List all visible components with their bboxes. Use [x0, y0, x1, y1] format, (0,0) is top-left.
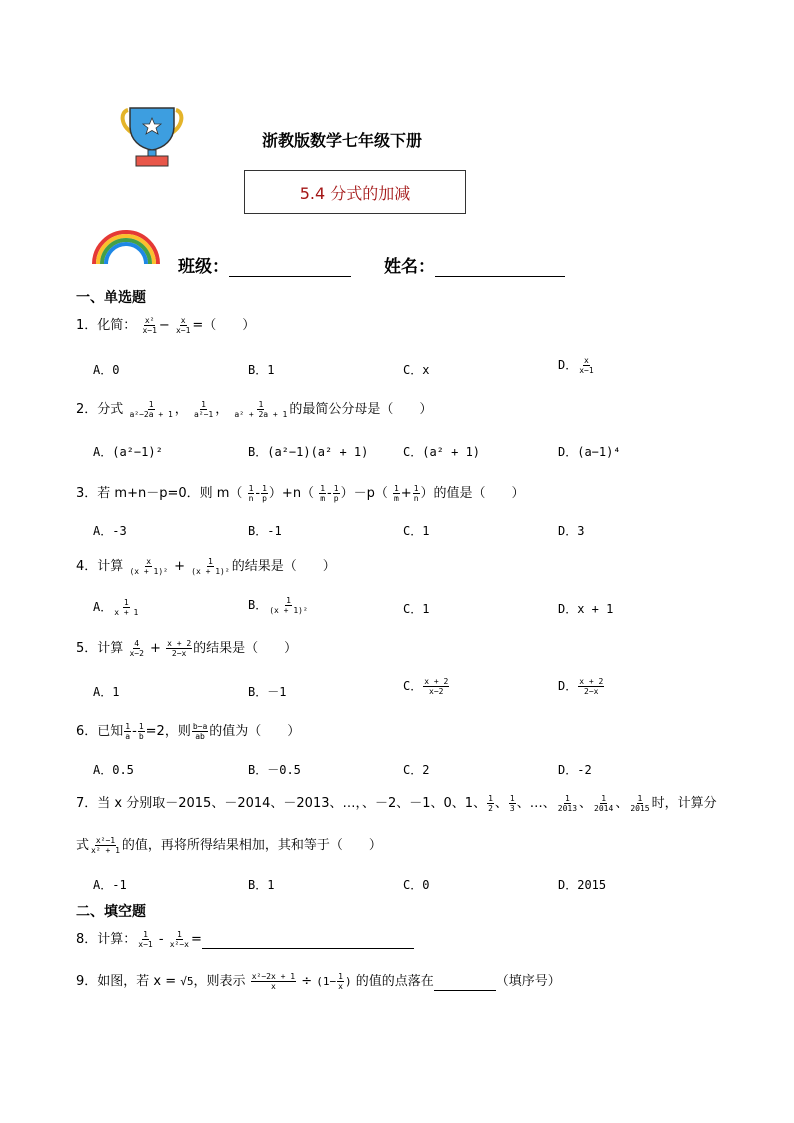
- q4-option-c[interactable]: C．1: [403, 602, 430, 616]
- class-label: 班级：: [178, 257, 229, 277]
- q1-option-d[interactable]: D． $\frac{x}{x-1}$: [558, 356, 594, 375]
- q4-option-b[interactable]: B． $\frac{1}{\text{(x + 1)²}}$: [248, 596, 308, 615]
- question-5: 5．计算 $\frac{4}{x-2}$ + $\frac{x + 2}{2-x}$ 的结果是（ ）: [76, 639, 298, 658]
- document-title: 浙教版数学七年级下册: [262, 131, 423, 150]
- question-9: 9．如图，若 x = √5，则表示 $\frac{\text{x²−2x + 1}}{x}$ ÷ (1− $\frac{1}{x}$ ) 的值的点落在 （填序号）: [76, 972, 561, 991]
- class-blank[interactable]: [229, 258, 351, 277]
- q2-option-d[interactable]: D．(a−1)⁴: [558, 445, 621, 459]
- q9-answer-blank[interactable]: [434, 978, 496, 991]
- question-6: 6．已知 $\frac{1}{a}$ - $\frac{1}{b}$ =2，则 $\frac{b-a}{ab}$ 的值为（ ）: [76, 722, 301, 741]
- question-7-line2: 式 $\frac{\text{x²−1}}{\text{x² + 1}}$ 的值，再将所得结果相加，其和等于（ ）: [76, 836, 382, 855]
- q6-option-d[interactable]: D．-2: [558, 763, 592, 777]
- question-7: 7．当 x 分别取－2015、－2014、－2013、…，、－2、－1、0、1、 $\frac{1}{2}$ 、 $\frac{1}{3}$ 、…、 $\frac{1}{2013}$ 、 $\frac{1}{2014}$ 、 $\frac{1}{2015}$ 时，计算分: [76, 794, 717, 813]
- q7-option-b[interactable]: B．1: [248, 878, 275, 892]
- rainbow-icon: [90, 226, 162, 266]
- q7-option-c[interactable]: C．0: [403, 878, 430, 892]
- class-field: [178, 252, 351, 277]
- q5-option-c[interactable]: C． $\frac{x + 2}{x-2}$: [403, 677, 449, 696]
- q2-option-a[interactable]: A．(a²−1)²: [93, 445, 163, 459]
- q3-option-d[interactable]: D．3: [558, 524, 585, 538]
- q6-option-b[interactable]: B．－0.5: [248, 763, 301, 777]
- q3-option-c[interactable]: C．1: [403, 524, 430, 538]
- lesson-title: 5.4 分式的加减: [299, 183, 411, 203]
- section-single-choice: 一、单选题: [76, 290, 146, 306]
- lesson-title-box: [244, 170, 466, 214]
- q4-option-d[interactable]: D．x + 1: [558, 602, 614, 616]
- name-field: [384, 252, 565, 277]
- q1-option-b[interactable]: B．1: [248, 363, 275, 377]
- trophy-icon: [118, 104, 186, 168]
- q4-option-a[interactable]: A． $\frac{1}{x + 1}$: [93, 598, 139, 617]
- q5-option-b[interactable]: B．－1: [248, 685, 287, 699]
- q7-option-d[interactable]: D．2015: [558, 878, 607, 892]
- question-8: 8．计算： $\frac{1}{x-1}$ - $\frac{1}{\text{x²−x}}$ =: [76, 928, 414, 949]
- name-blank[interactable]: [435, 258, 565, 277]
- q5-option-d[interactable]: D． $\frac{x + 2}{2-x}$: [558, 677, 604, 696]
- q3-option-a[interactable]: A．-3: [93, 524, 127, 538]
- question-3: 3．若 m+n－p=0．则 m（ $\frac{1}{n}$ - $\frac{1}{p}$ ）+n（ $\frac{1}{m}$ - $\frac{1}{p}$ ）－p（ $\frac{1}{m}$ + $\frac{1}{n}$ ）的值是（ ）: [76, 484, 525, 503]
- q1-option-c[interactable]: C．x: [403, 363, 430, 377]
- q6-option-a[interactable]: A．0.5: [93, 763, 134, 777]
- q1-option-a[interactable]: A．0: [93, 363, 120, 377]
- section-fill-blank: 二、填空题: [76, 904, 146, 920]
- q2-option-c[interactable]: C．(a² + 1): [403, 445, 481, 459]
- question-4: 4．计算 $\frac{x}{\text{(x + 1)²}}$ + $\frac{1}{\text{(x + 1)²}}$ 的结果是（ ）: [76, 557, 336, 576]
- q3-option-b[interactable]: B．-1: [248, 524, 282, 538]
- q5-option-a[interactable]: A．1: [93, 685, 120, 699]
- q6-option-c[interactable]: C．2: [403, 763, 430, 777]
- question-1: 1．化简： $\frac{\text{x²}}{x-1}$ − $\frac{x}{x-1}$ =（ ）: [76, 316, 256, 335]
- q7-option-a[interactable]: A．-1: [93, 878, 127, 892]
- q8-answer-blank[interactable]: [202, 936, 414, 949]
- q2-option-b[interactable]: B．(a²−1)(a² + 1): [248, 445, 369, 459]
- question-2: 2．分式 $\frac{1}{\text{a²−2a + 1}}$ ， $\frac{1}{\text{a²−1}}$ ， $\frac{1}{\text{a² + 2a + 1}}$ 的最简公分母是（ ）: [76, 400, 433, 419]
- name-label: 姓名：: [384, 257, 435, 277]
